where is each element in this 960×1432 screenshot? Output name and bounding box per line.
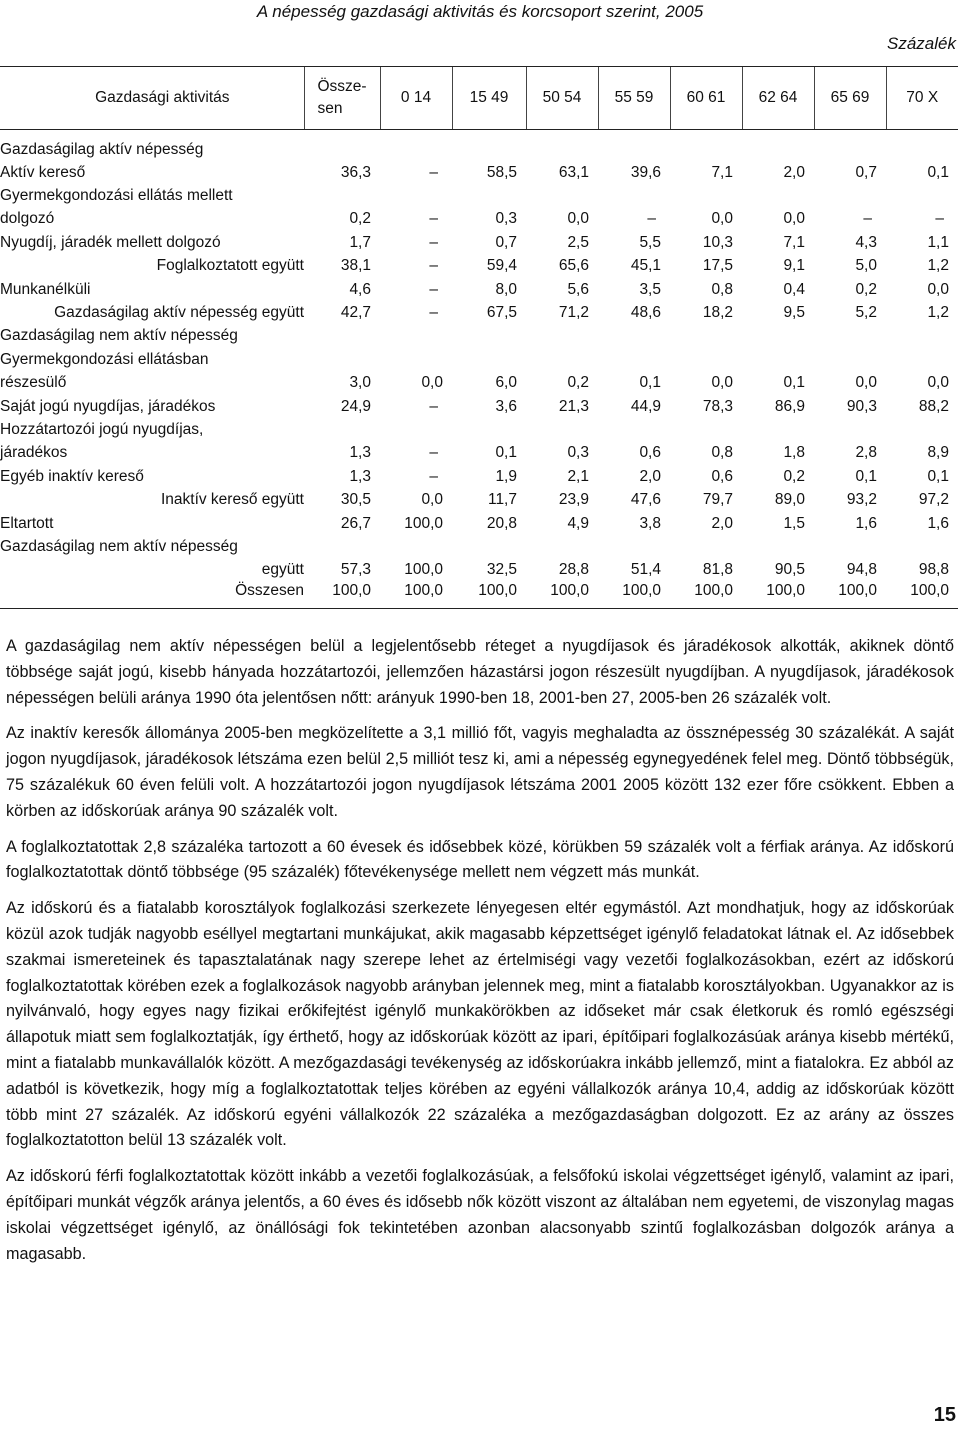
table-cell — [670, 535, 742, 558]
table-cell: 2,0 — [639, 467, 661, 485]
table-cell: 100,0 — [598, 582, 670, 609]
row-label: Aktív kereső — [0, 163, 86, 181]
table-cell — [526, 325, 598, 348]
table-cell: 0,7 — [495, 233, 517, 251]
table-cell — [304, 348, 380, 371]
row-label: Munkanélküli — [0, 280, 91, 298]
table-cell: 100,0 — [380, 582, 452, 609]
column-header: 0 14 — [380, 67, 452, 130]
table-cell: 88,2 — [918, 397, 949, 415]
table-cell: 1,1 — [927, 233, 949, 251]
column-header: 15 49 — [452, 67, 526, 130]
table-cell: 1,2 — [927, 257, 949, 275]
table-cell — [742, 325, 814, 348]
table-row — [0, 255, 958, 278]
table-cell: 2,1 — [567, 467, 589, 485]
table-cell: 17,5 — [702, 257, 733, 275]
table-cell — [304, 184, 380, 207]
table-cell: 1,8 — [783, 444, 805, 462]
table-cell: 100,0 — [742, 582, 814, 609]
row-label: dolgozó — [0, 210, 55, 228]
table-cell: 100,0 — [814, 582, 886, 609]
table-title: A népesség gazdasági aktivitás és korcsoport szerint, 2005 — [256, 2, 704, 21]
table-cell: 90,3 — [846, 397, 877, 415]
table-row — [0, 582, 958, 609]
table-cell: – — [647, 210, 656, 228]
table-row — [0, 488, 958, 511]
table-cell — [814, 325, 886, 348]
table-cell: 57,3 — [340, 561, 371, 579]
table-cell: – — [429, 280, 438, 298]
table-cell — [886, 348, 958, 371]
table-cell — [598, 418, 670, 441]
table-cell: 86,9 — [774, 397, 805, 415]
table-cell: 100,0 — [452, 582, 526, 609]
table-cell: 36,3 — [340, 163, 371, 181]
table-cell: 21,3 — [558, 397, 589, 415]
table-cell: 100,0 — [670, 582, 742, 609]
table-cell: 100,0 — [404, 514, 443, 532]
table-cell: – — [429, 304, 438, 322]
table-cell: 0,2 — [349, 210, 371, 228]
table-cell: – — [429, 210, 438, 228]
table-cell: 79,7 — [702, 491, 733, 509]
table-cell: 0,0 — [927, 374, 949, 392]
table-cell: 1,6 — [855, 514, 877, 532]
row-label: Gyermekgondozási ellátásban — [0, 350, 209, 368]
table-cell: 7,1 — [711, 163, 733, 181]
table-cell — [526, 348, 598, 371]
table-cell: 94,8 — [846, 561, 877, 579]
table-cell — [304, 535, 380, 558]
table-cell: 100,0 — [304, 582, 380, 609]
row-label: Gazdaságilag aktív népesség együtt — [54, 304, 304, 322]
table-cell: – — [429, 467, 438, 485]
table-cell — [380, 130, 452, 162]
table-cell — [742, 418, 814, 441]
table-cell — [380, 418, 452, 441]
table-cell: 23,9 — [558, 491, 589, 509]
page-number: 15 — [933, 1404, 956, 1426]
table-cell — [452, 418, 526, 441]
table-row — [0, 161, 958, 184]
table-cell: 5,5 — [639, 233, 661, 251]
table-cell: 2,0 — [783, 163, 805, 181]
table-cell: – — [429, 233, 438, 251]
table-row — [0, 231, 958, 254]
table-cell: 0,6 — [711, 467, 733, 485]
table-cell: 2,8 — [855, 444, 877, 462]
body-text — [6, 634, 954, 1277]
table-cell: 5,6 — [567, 280, 589, 298]
column-header-total: Össze- sen — [317, 78, 367, 117]
paragraph: A gazdaságilag nem aktív népességen belül a legjelentősebb réteget a nyugdíjasok és járadékosok alkották, akiknek döntő többsége saját jogú, kisebb hányada hozzátartozói, jellemzően házastársi jogon részesült nyugdíjban. A nyugdíjasok, járadékosok népességen belüli aránya 1990 óta jelentősen nőtt: arányuk 1990-ben 18, 2001-ben 27, 2005-ben 26 százalék volt. — [6, 637, 954, 707]
table-cell: 0,0 — [711, 210, 733, 228]
row-label: Inaktív kereső együtt — [160, 491, 304, 509]
table-cell: 5,0 — [855, 257, 877, 275]
table-cell: 45,1 — [630, 257, 661, 275]
row-label: Gazdaságilag nem aktív népesség — [0, 537, 238, 555]
table-cell: 26,7 — [340, 514, 371, 532]
table-cell: 3,0 — [349, 374, 371, 392]
table-cell — [380, 325, 452, 348]
table-cell — [598, 325, 670, 348]
table-cell: 0,3 — [567, 444, 589, 462]
table-cell: 97,2 — [918, 491, 949, 509]
table-cell: 4,3 — [855, 233, 877, 251]
table-cell — [452, 184, 526, 207]
table-cell: 1,2 — [927, 304, 949, 322]
table-row — [0, 130, 958, 162]
table-cell: – — [863, 210, 872, 228]
table-cell — [452, 348, 526, 371]
table-cell: 1,5 — [783, 514, 805, 532]
table-cell: 0,0 — [855, 374, 877, 392]
column-header: 50 54 — [526, 67, 598, 130]
table-cell: 9,5 — [783, 304, 805, 322]
row-label: Nyugdíj, járadék mellett dolgozó — [0, 233, 221, 251]
table-cell: 1,3 — [349, 467, 371, 485]
row-label: Gazdaságilag aktív népesség — [0, 140, 204, 158]
table-cell: 0,0 — [567, 210, 589, 228]
table-cell: 2,0 — [711, 514, 733, 532]
table-cell: 0,0 — [421, 374, 443, 392]
row-label: együtt — [261, 561, 304, 579]
table-cell — [886, 184, 958, 207]
table-row — [0, 535, 958, 558]
table-cell: 0,8 — [711, 444, 733, 462]
table-cell: 51,4 — [630, 561, 661, 579]
table-cell — [452, 325, 526, 348]
table-cell: 0,1 — [855, 467, 877, 485]
row-label: Gyermekgondozási ellátás mellett — [0, 187, 233, 205]
table-cell: 20,8 — [486, 514, 517, 532]
paragraph: Az inaktív keresők állománya 2005-ben megközelítette a 3,1 millió főt, vagyis meghaladta az össznépesség 30 százalékát. A saját jogon nyugdíjasok, járadékosok létszáma ezen belül 2,5 milliót tesz ki, ami a népesség egynegyedének felel meg. Döntő többségük, 75 százalékuk 60 éven felüli volt. A hozzátartozói jogon nyugdíjasok létszáma 2001 2005 között 132 ezer főre csökkent. Ebben a körben az időskorúak aránya 90 százalék volt. — [6, 724, 954, 820]
table-cell — [304, 418, 380, 441]
table-cell: 100,0 — [526, 582, 598, 609]
table-row — [0, 512, 958, 535]
table-row — [0, 184, 958, 207]
table-cell — [380, 348, 452, 371]
table-cell: 98,8 — [918, 561, 949, 579]
table-cell: – — [429, 257, 438, 275]
table-cell — [304, 325, 380, 348]
table-cell: 0,0 — [927, 280, 949, 298]
table-cell: 47,6 — [630, 491, 661, 509]
table-cell — [886, 130, 958, 162]
table-row — [0, 348, 958, 371]
table-cell: 67,5 — [486, 304, 517, 322]
activity-table — [0, 66, 958, 609]
table-cell — [304, 130, 380, 162]
table-cell — [452, 535, 526, 558]
table-cell — [526, 130, 598, 162]
table-cell: 100,0 — [886, 582, 958, 609]
table-cell: 38,1 — [340, 257, 371, 275]
row-label: Hozzátartozói jogú nyugdíjas, — [0, 420, 204, 438]
table-cell — [670, 418, 742, 441]
table-cell: 1,9 — [495, 467, 517, 485]
table-cell: 8,0 — [495, 280, 517, 298]
table-cell: 3,6 — [495, 397, 517, 415]
table-cell: 1,3 — [349, 444, 371, 462]
table-cell: 0,0 — [711, 374, 733, 392]
table-cell: 0,0 — [783, 210, 805, 228]
table-cell: 0,8 — [711, 280, 733, 298]
table-cell: 8,9 — [927, 444, 949, 462]
column-header: 62 64 — [742, 67, 814, 130]
table-cell — [814, 535, 886, 558]
table-cell: 3,5 — [639, 280, 661, 298]
table-cell: 28,8 — [558, 561, 589, 579]
table-cell — [886, 325, 958, 348]
column-header: 60 61 — [670, 67, 742, 130]
row-label: Egyéb inaktív kereső — [0, 467, 144, 485]
table-cell — [742, 130, 814, 162]
table-row — [0, 465, 958, 488]
table-cell: 0,1 — [927, 467, 949, 485]
column-header — [304, 67, 380, 130]
table-row — [0, 559, 958, 582]
table-cell: 32,5 — [486, 561, 517, 579]
table-cell — [598, 184, 670, 207]
table-cell: 0,2 — [855, 280, 877, 298]
table-cell: – — [429, 397, 438, 415]
table-row — [0, 418, 958, 441]
table-cell: – — [935, 210, 944, 228]
table-cell: 0,1 — [927, 163, 949, 181]
table-cell: 9,1 — [783, 257, 805, 275]
table-cell — [742, 348, 814, 371]
table-cell: 0,6 — [639, 444, 661, 462]
table-cell: 71,2 — [558, 304, 589, 322]
paragraph: A foglalkoztatottak 2,8 százaléka tartozott a 60 évesek és idősebbek közé, körükben 59 százalék volt a férfiak aránya. Az időskorú foglalkoztatottak döntő többsége (95 százalék) főtevékenysége mellett nem végzett más munkát. — [6, 837, 954, 882]
table-cell: 58,5 — [486, 163, 517, 181]
table-cell: 78,3 — [702, 397, 733, 415]
table-cell: 4,9 — [567, 514, 589, 532]
table-row — [0, 372, 958, 395]
table-cell: 48,6 — [630, 304, 661, 322]
table-row — [0, 395, 958, 418]
table-cell: 90,5 — [774, 561, 805, 579]
table-cell: 0,2 — [783, 467, 805, 485]
table-cell: 1,6 — [927, 514, 949, 532]
table-cell: 5,2 — [855, 304, 877, 322]
table-cell: 89,0 — [774, 491, 805, 509]
table-cell: 0,2 — [567, 374, 589, 392]
table-cell: 3,8 — [639, 514, 661, 532]
table-cell — [814, 418, 886, 441]
table-cell: 0,1 — [783, 374, 805, 392]
table-cell — [886, 418, 958, 441]
table-cell — [526, 418, 598, 441]
table-cell: 65,6 — [558, 257, 589, 275]
table-cell — [598, 348, 670, 371]
table-cell — [452, 130, 526, 162]
table-cell: 0,4 — [783, 280, 805, 298]
table-cell: 7,1 — [783, 233, 805, 251]
column-header: 70 X — [886, 67, 958, 130]
table-cell: 11,7 — [487, 491, 517, 509]
row-label: Foglalkoztatott együtt — [156, 257, 304, 275]
table-cell: 0,1 — [495, 444, 517, 462]
unit-label: Százalék — [887, 34, 956, 53]
table-row — [0, 442, 958, 465]
table-cell — [526, 184, 598, 207]
table-cell — [670, 184, 742, 207]
table-cell: 100,0 — [404, 561, 443, 579]
table-cell: 24,9 — [340, 397, 371, 415]
table-cell — [598, 535, 670, 558]
table-cell — [670, 348, 742, 371]
row-label: Saját jogú nyugdíjas, járadékos — [0, 397, 216, 415]
column-header: 55 59 — [598, 67, 670, 130]
table-cell: 59,4 — [486, 257, 517, 275]
table-cell: 42,7 — [340, 304, 371, 322]
paragraph: Az időskorú és a fiatalabb korosztályok foglalkozási szerkezete lényegesen eltér egymástól. Azt mondhatjuk, hogy az időskorúak közül azok tudják nagyobb eséllyel megtartani munkájukat, akik magasabb képzettséget igénylő feladatokat látnak el. Az idősebbek szakmai ismereteinek és tapasztalatának nagy szerepe lehet az értelmiségi vagy vezetői foglalkozásokban, ezért az időskorú foglalkoztatottak körében ezek a foglalkozások nagyobb arányban jelennek meg, mint a fiatalabb korosztályokban. Ugyanakkor az is nyilvánvaló, hogy egyes nagy fizikai erőkifejtést igénylő munkakörökben az időseket már csak életkoruk és romló egészségi állapotuk miatt sem foglalkoztatják, így érthető, hogy az időskorúak között az ipari, építőipari foglalkozásúak aránya kisebb mértékű, mint a fiatalabb munkavállalók között. A mezőgazdasági tevékenység az időskorúakra inkább jellemző, mint a fiatalokra. Ez abból az adatból is következik, hogy míg a foglalkoztatottak teljes körében az egyéni vállalkozók aránya 10,4, addig az időskorúak között több mint 27 százalék. Az időskorú egyéni vállalkozók 22 százaléka a mezőgazdaságban dolgozott. Ez az arány az összes foglalkoztatotton belül 13 százalék volt. — [6, 899, 954, 1150]
table-cell: 4,6 — [349, 280, 371, 298]
table-cell: 81,8 — [702, 561, 733, 579]
column-header: Gazdasági aktivitás — [0, 67, 304, 130]
table-cell: 10,3 — [702, 233, 733, 251]
table-cell: 30,5 — [340, 491, 371, 509]
table-cell — [670, 325, 742, 348]
table-cell: – — [429, 163, 438, 181]
paragraph: Az időskorú férfi foglalkoztatottak között inkább a vezetői foglalkozásúak, a felsőfokú iskolai végzettséget igénylő, valamint az ipari, építőipari munkát végzők aránya jelentős, a 60 éves és idősebb nők között viszont az általában nem egyetemi, de viszonylag magas iskolai végzettséget igénylő, az önállósági fok tekintetében azonban alacsonyabb szintű foglalkozásban dolgozók aránya a magasabb. — [6, 1167, 954, 1263]
column-header: 65 69 — [814, 67, 886, 130]
table-row — [0, 278, 958, 301]
table-cell: 1,7 — [349, 233, 371, 251]
row-label: Összesen — [0, 582, 304, 609]
table-cell: 44,9 — [630, 397, 661, 415]
table-cell — [814, 130, 886, 162]
table-cell — [742, 184, 814, 207]
table-cell — [670, 130, 742, 162]
table-cell: 0,1 — [639, 374, 661, 392]
table-cell — [380, 184, 452, 207]
row-label: részesülő — [0, 374, 67, 392]
table-cell — [814, 348, 886, 371]
row-label: járadékos — [0, 444, 68, 462]
table-header-row — [0, 67, 958, 130]
table-cell: 63,1 — [558, 163, 589, 181]
table-cell: – — [429, 444, 438, 462]
table-cell — [742, 535, 814, 558]
table-cell: 0,7 — [855, 163, 877, 181]
table-cell: 18,2 — [702, 304, 733, 322]
table-cell — [526, 535, 598, 558]
table-cell: 0,3 — [495, 210, 517, 228]
table-row — [0, 208, 958, 231]
table-cell — [886, 535, 958, 558]
table-cell: 6,0 — [495, 374, 517, 392]
table-cell — [814, 184, 886, 207]
table-cell — [380, 535, 452, 558]
table-row — [0, 301, 958, 324]
table-cell: 39,6 — [630, 163, 661, 181]
table-row — [0, 325, 958, 348]
table-cell — [598, 130, 670, 162]
row-label: Eltartott — [0, 514, 54, 532]
table-cell: 2,5 — [567, 233, 589, 251]
row-label: Gazdaságilag nem aktív népesség — [0, 327, 238, 345]
table-cell: 0,0 — [421, 491, 443, 509]
table-cell: 93,2 — [846, 491, 877, 509]
